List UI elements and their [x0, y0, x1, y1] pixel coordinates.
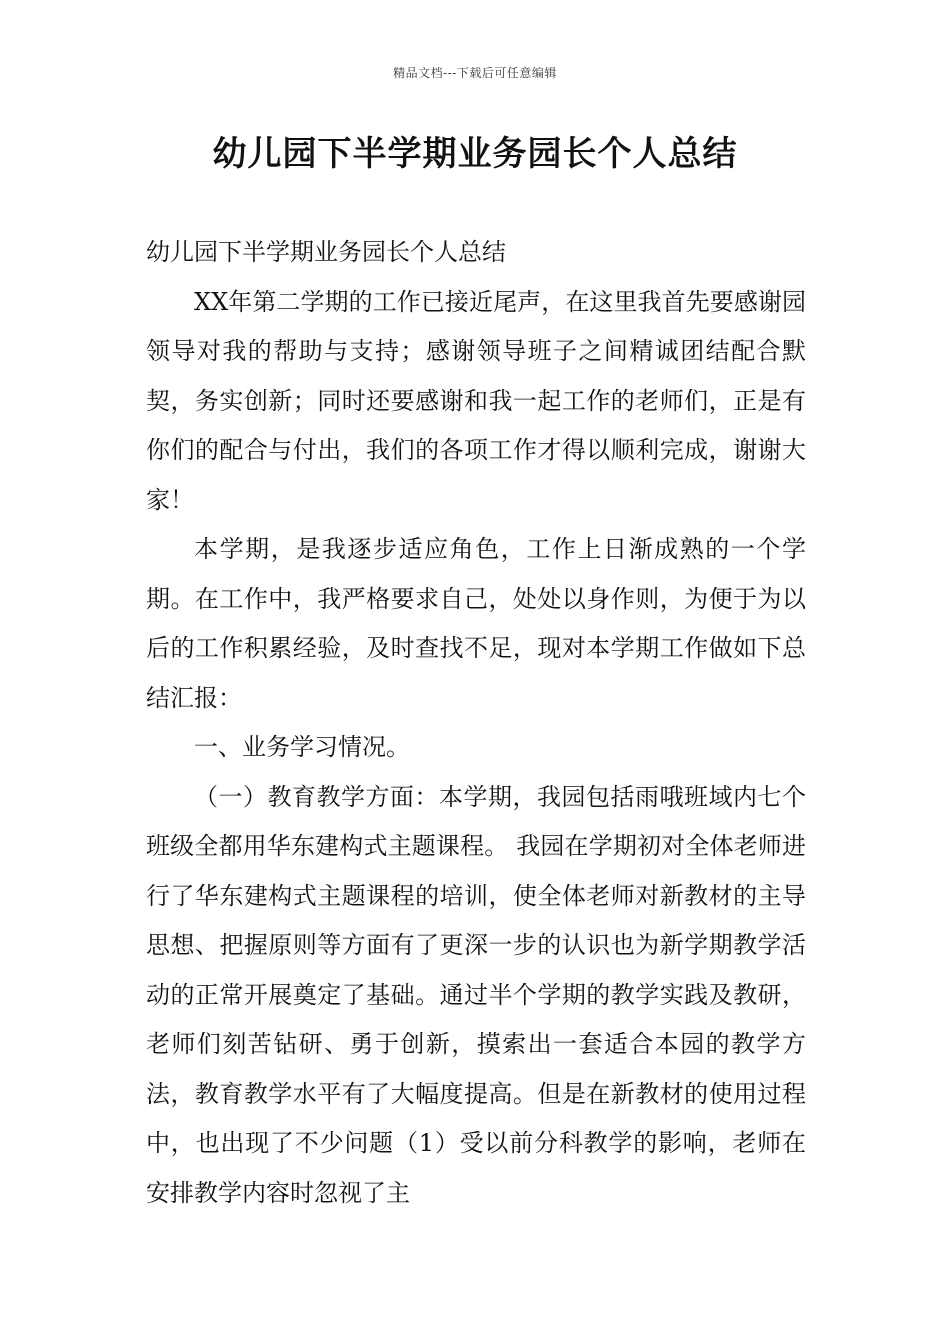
- paragraph-teaching: （一）教育教学方面：本学期，我园包括雨哦班域内七个班级全都用华东建构式主题课程。 我园在学期初对全体老师进行了华东建构式主题课程的培训，使全体老师对新教材的主导思想、把握原则等方面有了更深一步的认识也为新学期教学活动的正常开展奠定了基础。通过半个学期的教学实践及教研，老师们刻苦钻研、勇于创新，摸索出一套适合本园的教学方法，教育教学水平有了大幅度提高。但是在新教材的使用过程中，也出现了不少问题（1）受以前分科教学的影响，老师在安排教学内容时忽视了主: [146, 782, 806, 1207]
- header-note: 精品文档---下载后可任意编辑: [393, 66, 557, 80]
- document-title: 幼儿园下半学期业务园长个人总结: [212, 134, 738, 174]
- section-heading-study: 一、业务学习情况。: [194, 733, 410, 761]
- paragraph-subtitle: 幼儿园下半学期业务园长个人总结: [146, 238, 506, 266]
- document-body: [146, 228, 806, 1218]
- paragraph-semester: 本学期，是我逐步适应角色，工作上日渐成熟的一个学期。在工作中，我严格要求自己，处处以身作则，为便于为以后的工作积累经验，及时查找不足，现对本学期工作做如下总结汇报：: [146, 535, 806, 712]
- paragraph-intro: XX年第二学期的工作已接近尾声，在这里我首先要感谢园领导对我的帮助与支持；感谢领导班子之间精诚团结配合默契，务实创新；同时还要感谢和我一起工作的老师们，正是有你们的配合与付出，我们的各项工作才得以顺利完成，谢谢大家！: [146, 287, 806, 514]
